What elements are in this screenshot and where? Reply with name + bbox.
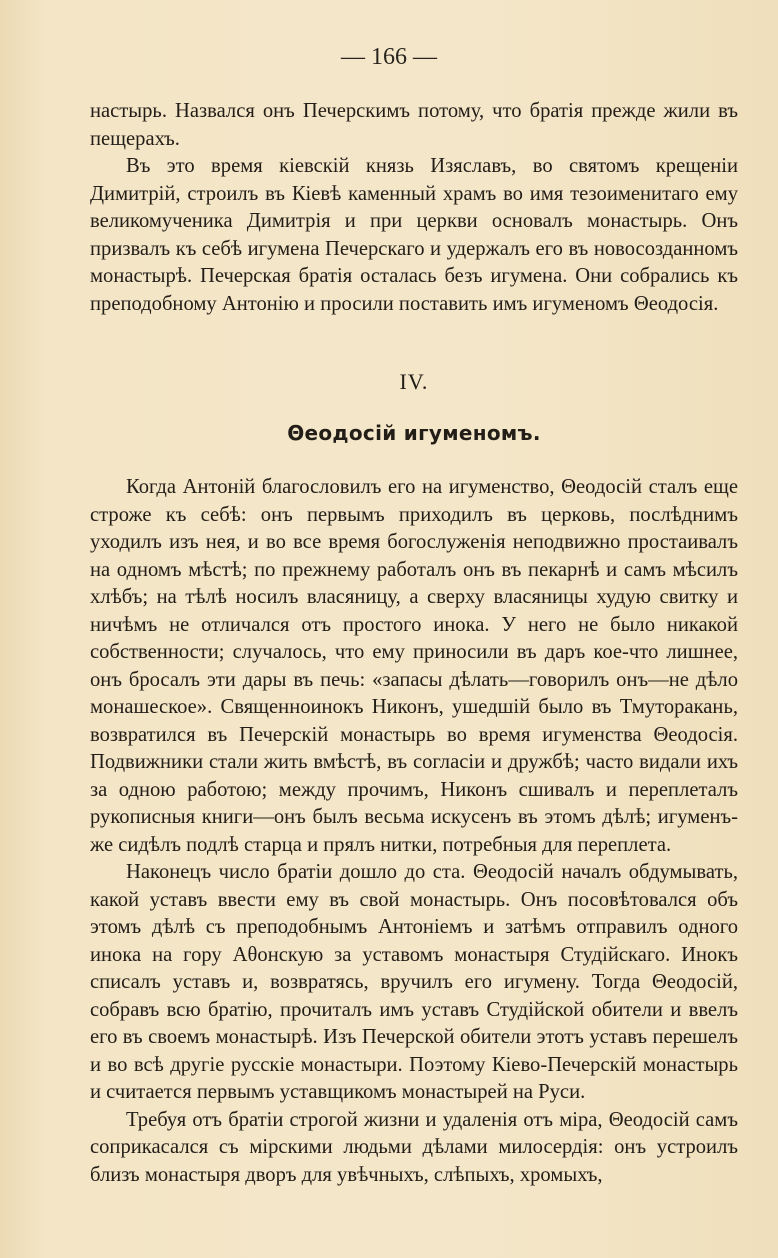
paragraph-1: настырь. Назвался онъ Печерскимъ потому, что братія прежде жили въ пещерахъ.: [90, 100, 738, 150]
section-heading: Θеодосій игуменомъ.: [287, 420, 541, 445]
section-number: IV.: [399, 369, 429, 394]
paragraph-3: Когда Антоній благословилъ его на игуменство, Θеодосій сталъ еще строже къ себѣ: онъ первымъ приходилъ въ церковь, послѣднимъ уходилъ изъ нея, и во все время богослуженія неподвижно простаивалъ на одномъ мѣстѣ; по прежнему работалъ онъ въ пекарнѣ и самъ мѣсилъ хлѣбъ; на тѣлѣ носилъ власяницу, а сверху власяницы худую свитку и ничѣмъ не отличался отъ простого инока. У него не было никакой собственности; случалось, что ему приносили въ даръ кое-что лишнее, онъ бросалъ эти дары въ печь: «запасы дѣлать—говорилъ онъ—не дѣло монашеское». Священноинокъ Никонъ, ушедшій было въ Тмуторакань, возвратился въ Печерскій монастырь во время игуменства Θеодосія. Подвижники стали жить вмѣстѣ, въ согласіи и дружбѣ; часто видали ихъ за одною работою; между прочимъ, Никонъ сшивалъ и переплеталъ рукописныя книги—онъ былъ весьма искусенъ въ этомъ дѣлѣ; игуменъ-же сидѣлъ подлѣ старца и прялъ нитки, потребныя для переплета.: [90, 476, 738, 856]
page-content: [90, 98, 738, 1189]
paragraph-2: Въ это время кіевскій князь Изяславъ, во святомъ крещеніи Димитрій, строилъ въ Кіевѣ каменный храмъ во имя тезоименитаго ему великомученика Димитрія и при церкви основалъ монастырь. Онъ призвалъ къ себѣ игумена Печерскаго и удержалъ его въ новосозданномъ монастырѣ. Печерская братія осталась безъ игумена. Они собрались къ преподобному Антонію и просили поставить имъ игуменомъ Θеодосія.: [90, 155, 738, 315]
page-number: — 166 —: [341, 44, 437, 70]
paragraph-4: Наконецъ число братіи дошло до ста. Θеодосій началъ обдумывать, какой уставъ ввести ему въ свой монастырь. Онъ посовѣтовался объ этомъ дѣлѣ съ преподобнымъ Антоніемъ и затѣмъ отправилъ одного инока на гору Аθонскую за уставомъ монастыря Студійскаго. Инокъ списалъ уставъ и, возвратясь, вручилъ его игумену. Тогда Θеодосій, собравъ всю братію, прочиталъ имъ уставъ Студійской обители и ввелъ его въ своемъ монастырѣ. Изъ Печерской обители этотъ уставъ перешелъ и во всѣ другіе русскіе монастыри. Поэтому Кіево-Печерскій монастырь и считается первымъ уставщикомъ монастырей на Руси.: [90, 861, 738, 1103]
paragraph-5: Требуя отъ братіи строгой жизни и удаленія отъ міра, Θеодосій самъ соприкасался съ мірскими людьми дѣлами милосердія: онъ устроилъ близъ монастыря дворъ для увѣчныхъ, слѣпыхъ, хромыхъ,: [90, 1108, 738, 1186]
